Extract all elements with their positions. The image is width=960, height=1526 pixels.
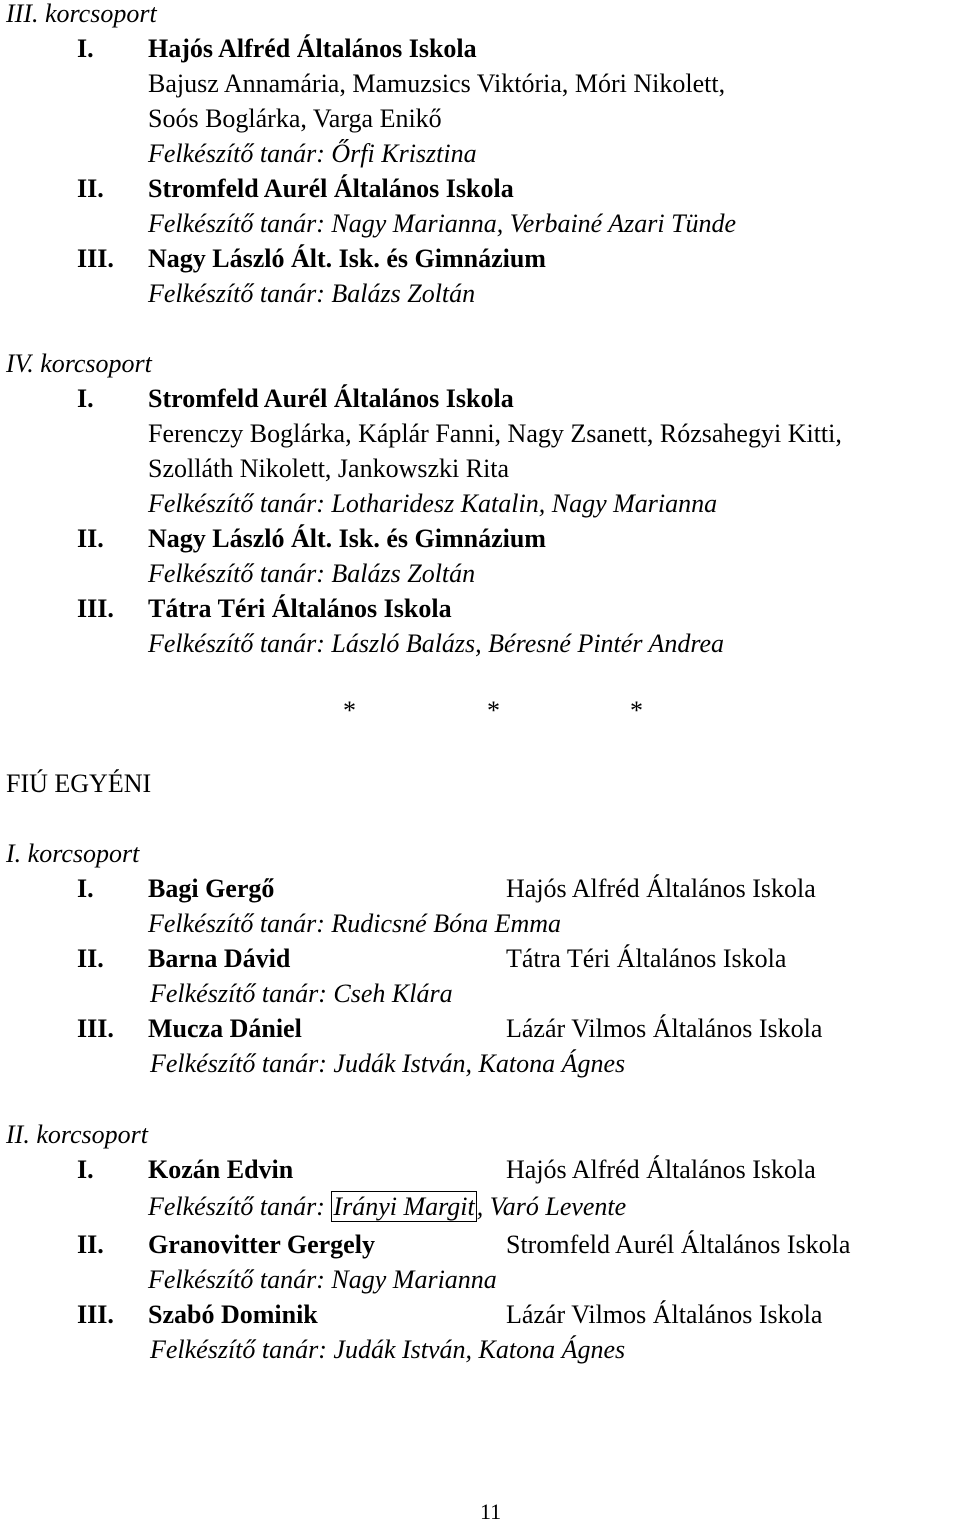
team-members: Ferenczy Boglárka, Káplár Fanni, Nagy Zsanett, Rózsahegyi Kitti, [148,419,842,448]
school-name: Nagy László Ált. Isk. és Gimnázium [148,524,546,553]
teacher-line [148,1189,626,1224]
separator-star: * [343,696,356,725]
school-name: Hajós Alfréd Általános Iskola [148,34,477,63]
teacher-line: Felkészítő tanár: László Balázs, Béresné Pintér Andrea [148,629,725,658]
rank-label: II. [77,944,104,973]
school-name: Hajós Alfréd Általános Iskola [506,874,816,903]
section-header-boys-ii: II. korcsoport [6,1120,149,1149]
team-members: Soós Boglárka, Varga Enikő [148,104,442,133]
teacher-line: Felkészítő tanár: Balázs Zoltán [148,559,476,588]
teacher-line: Felkészítő tanár: Nagy Marianna, Verbainé Azari Tünde [148,209,737,238]
teacher-line: Felkészítő tanár: Nagy Marianna [148,1265,497,1294]
section-header-boys-i: I. korcsoport [6,839,140,868]
school-name: Lázár Vilmos Általános Iskola [506,1300,823,1329]
school-name: Stromfeld Aurél Általános Iskola [506,1230,851,1259]
section-header-iv: IV. korcsoport [6,349,152,378]
team-members: Szolláth Nikolett, Jankowszki Rita [148,454,510,483]
rank-label: III. [77,1014,114,1043]
separator-star: * [487,696,500,725]
rank-label: II. [77,174,104,203]
rank-label: II. [77,1230,104,1259]
student-name: Szabó Dominik [148,1300,318,1329]
teacher-line: Felkészítő tanár: Őrfi Krisztina [148,139,477,168]
teacher-line: Felkészítő tanár: Rudicsné Bóna Emma [148,909,562,938]
teacher-line: Felkészítő tanár: Cseh Klára [150,979,453,1008]
school-name: Hajós Alfréd Általános Iskola [506,1155,816,1184]
student-name: Bagi Gergő [148,874,275,903]
teacher-prefix: Felkészítő tanár: [148,1192,332,1221]
student-name: Mucza Dániel [148,1014,302,1043]
student-name: Kozán Edvin [148,1155,294,1184]
page-number: 11 [480,1499,502,1524]
highlighted-teacher-name: Irányi Margit [333,1192,475,1221]
rank-label: I. [77,384,94,413]
separator-star: * [630,696,643,725]
rank-label: I. [77,1155,94,1184]
school-name: Stromfeld Aurél Általános Iskola [148,384,514,413]
section-header-iii: III. korcsoport [6,0,157,28]
teacher-line: Felkészítő tanár: Judák István, Katona Ágnes [150,1049,626,1078]
rank-label: III. [77,244,114,273]
school-name: Nagy László Ált. Isk. és Gimnázium [148,244,546,273]
rank-label: I. [77,874,94,903]
team-members: Bajusz Annamária, Mamuzsics Viktória, Móri Nikolett, [148,69,726,98]
rank-label: III. [77,594,114,623]
school-name: Stromfeld Aurél Általános Iskola [148,174,514,203]
school-name: Lázár Vilmos Általános Iskola [506,1014,823,1043]
teacher-line: Felkészítő tanár: Lotharidesz Katalin, Nagy Marianna [148,489,718,518]
teacher-line: Felkészítő tanár: Judák István, Katona Ágnes [150,1335,626,1364]
school-name: Tátra Téri Általános Iskola [148,594,452,623]
rank-label: III. [77,1300,114,1329]
rank-label: II. [77,524,104,553]
student-name: Granovitter Gergely [148,1230,375,1259]
teacher-line: Felkészítő tanár: Balázs Zoltán [148,279,476,308]
boys-title: FIÚ EGYÉNI [6,769,152,798]
rank-label: I. [77,34,94,63]
teacher-rest: , Varó Levente [476,1192,627,1221]
school-name: Tátra Téri Általános Iskola [506,944,787,973]
student-name: Barna Dávid [148,944,291,973]
